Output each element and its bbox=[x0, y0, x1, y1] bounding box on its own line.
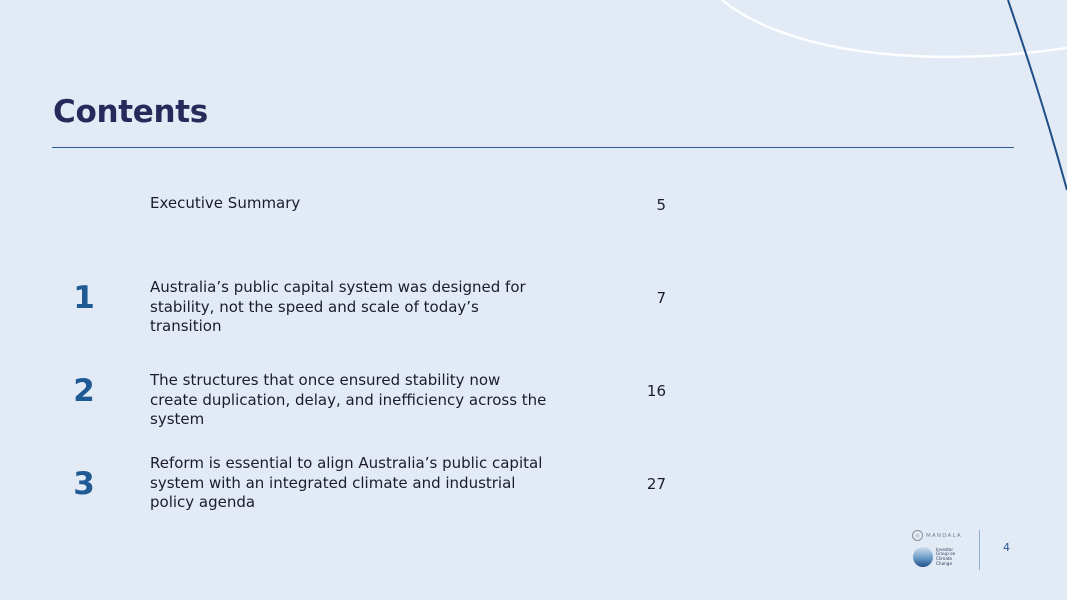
toc-item-section-3[interactable] bbox=[0, 453, 700, 515]
toc-page-number: 7 bbox=[656, 289, 666, 307]
igcc-icon bbox=[913, 547, 933, 567]
toc-title: The structures that once ensured stability now create duplication, delay, and inefficiency across the system bbox=[150, 371, 547, 428]
partner-logos bbox=[912, 528, 972, 572]
footer-divider bbox=[979, 530, 980, 570]
page-number: 4 bbox=[1003, 541, 1010, 554]
toc-page-number: 5 bbox=[656, 196, 666, 214]
toc-item-executive-summary[interactable] bbox=[0, 193, 700, 223]
toc-title: Executive Summary bbox=[150, 194, 301, 212]
toc-number: 3 bbox=[73, 466, 95, 502]
toc-item-section-2[interactable] bbox=[0, 370, 700, 428]
page-title: Contents bbox=[53, 94, 208, 130]
toc-title: Australia’s public capital system was designed for stability, not the speed and scale of today’s transition bbox=[150, 278, 526, 335]
toc-number: 2 bbox=[73, 373, 95, 409]
igcc-logo bbox=[913, 547, 960, 567]
toc-number: 1 bbox=[73, 280, 95, 316]
title-divider bbox=[52, 147, 1014, 148]
toc-page-number: 16 bbox=[646, 382, 666, 400]
toc-item-section-1[interactable] bbox=[0, 277, 700, 335]
mandala-icon bbox=[912, 530, 923, 541]
igcc-wordmark: Investor Group on Climate Change bbox=[936, 546, 956, 566]
toc-title: Reform is essential to align Australia’s public capital system with an integrated climate and industrial policy agenda bbox=[150, 454, 543, 511]
mandala-wordmark: MANDALA bbox=[926, 532, 962, 539]
mandala-logo bbox=[912, 530, 962, 541]
toc-page-number: 27 bbox=[646, 475, 666, 493]
